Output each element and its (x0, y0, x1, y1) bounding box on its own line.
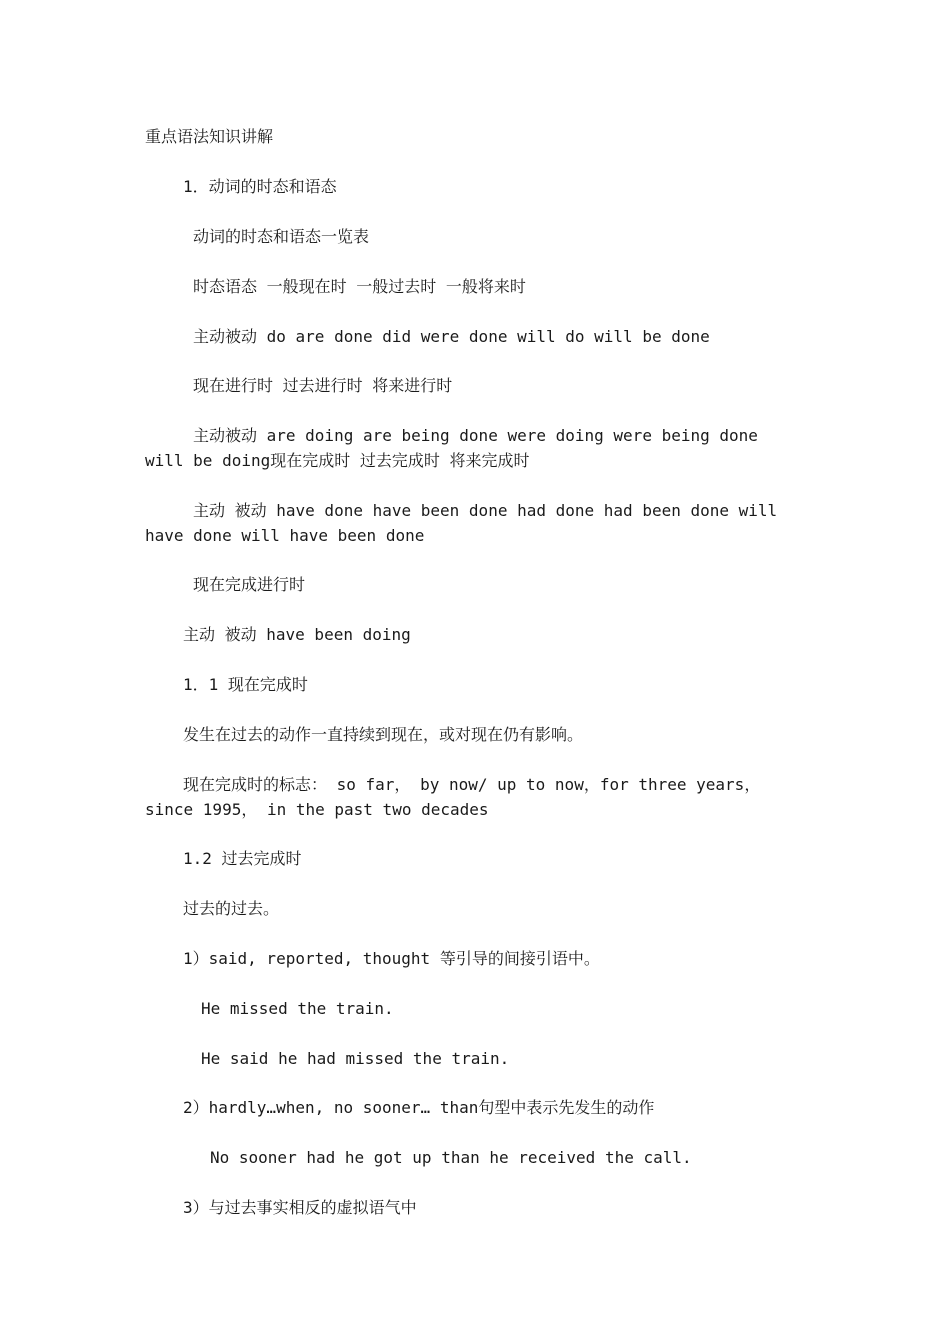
paragraph: 发生在过去的动作一直持续到现在，或对现在仍有影响。 (183, 725, 584, 744)
table-row: 主动 被动 have been doing (183, 625, 411, 644)
example-sentence: He missed the train. (201, 999, 394, 1018)
example-sentence: He said he had missed the train. (201, 1049, 510, 1068)
paragraph: 现在完成时的标志： so far， by now/ up to now，for three years， (183, 775, 761, 794)
table-row: will be doing现在完成时 过去完成时 将来完成时 (145, 451, 530, 470)
table-caption: 动词的时态和语态一览表 (193, 227, 370, 246)
subsection-heading: 1.2 过去完成时 (183, 849, 302, 868)
table-row: 时态语态 一般现在时 一般过去时 一般将来时 (193, 277, 526, 296)
section-heading: 1．动词的时态和语态 (183, 177, 337, 196)
list-item: 3）与过去事实相反的虚拟语气中 (183, 1198, 417, 1217)
table-row: 主动 被动 have done have been done had done had been done will (193, 501, 778, 520)
document-title: 重点语法知识讲解 (145, 127, 274, 146)
list-item: 1）said, reported, thought 等引导的间接引语中。 (183, 949, 600, 968)
table-row: 现在完成进行时 (193, 575, 306, 594)
example-sentence: No sooner had he got up than he received the call. (210, 1148, 692, 1167)
subsection-heading: 1．1 现在完成时 (183, 675, 308, 694)
paragraph: since 1995， in the past two decades (145, 800, 489, 819)
table-row: 现在进行时 过去进行时 将来进行时 (193, 376, 453, 395)
paragraph: 过去的过去。 (183, 899, 280, 918)
table-row: 主动被动 do are done did were done will do will be done (193, 327, 710, 346)
table-row: 主动被动 are doing are being done were doing were being done (193, 426, 758, 445)
list-item: 2）hardly…when, no sooner… than句型中表示先发生的动作 (183, 1098, 655, 1117)
table-row: have done will have been done (145, 526, 425, 545)
